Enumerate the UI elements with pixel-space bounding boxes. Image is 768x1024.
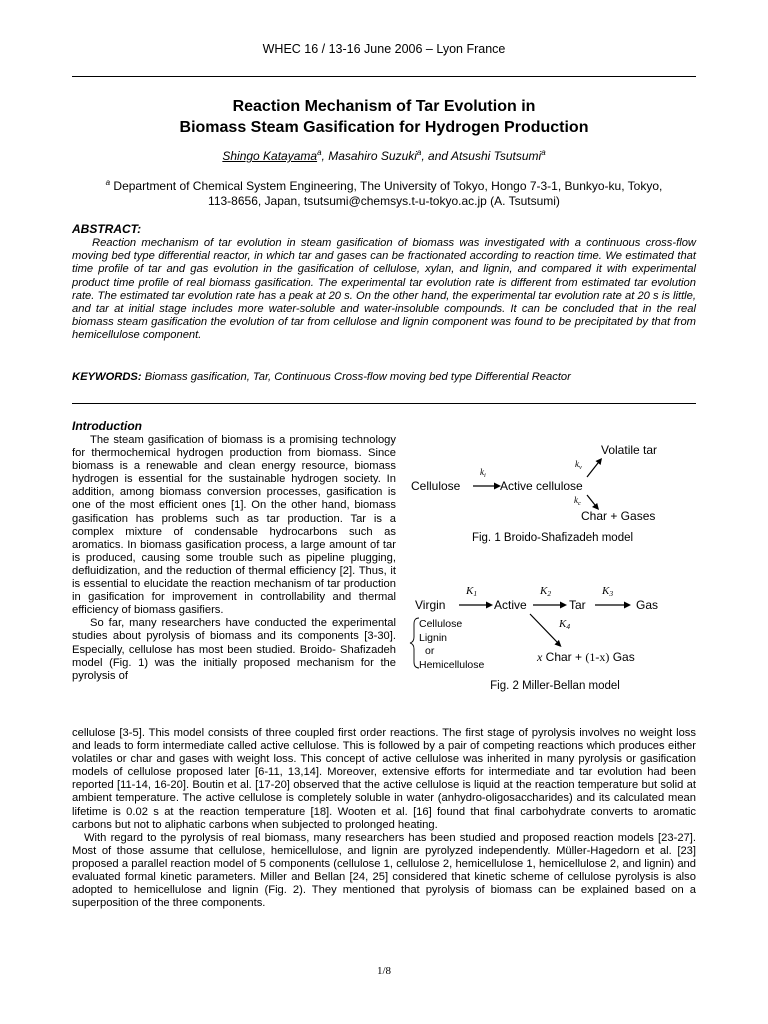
label-ki: $k_i$ [480, 467, 486, 479]
author-katayama: Shingo Katayama [222, 149, 318, 163]
component-brace [410, 618, 419, 668]
affiliation-line-2: 113-8656, Japan, tsutsumi@chemsys.t-u-tokyo.ac.jp (A. Tsutsumi) [208, 194, 560, 208]
keywords [72, 371, 696, 383]
author-suzuki: , Masahiro Suzuki [321, 149, 417, 163]
component-cellulose: Cellulose [419, 618, 463, 630]
intro-paragraph-2a: So far, many researchers have conducted the experimental studies about pyrolysis of biomass and its components [3-30]. Especially, cellulose has most been studied. Broido- Shafizadeh model (Fig. 1) was the initially proposed mechanism for the pyrolysis of [72, 617, 396, 682]
component-or: or [425, 645, 435, 657]
intro-paragraph-1: The steam gasification of biomass is a promising technology for thermochemical hydrogen production from biomass. Since biomass is a renewable and clean energy resource, biomass hydrogen is essential for the sustainable hydrogen society. In addition, among biomass conversion processes, gasification is one of the most efficient ones [1]. On the other hand, biomass gasification has problems such as tar production. Tar is a complex mixture of condensable hydrocarbons such as aromatics. In biomass gasification process, a large amount of tar is produced, causing some trouble such as pipeline plugging, defluidization, and the reduction of thermal efficiency [2]. Thus, it is essential to elucidate the reaction mechanism of tar production in gasification for improvement in controllability and thermal efficiency of biomass gasifiers. [72, 434, 396, 617]
figure-2-caption: Fig. 2 Miller-Bellan model [490, 680, 620, 692]
abstract-body: Reaction mechanism of tar evolution in steam gasification of biomass was investigated with a continuous cross-flow moving bed type differential reactor, in which tar and gases can be fractionated according to reaction time. We estimated that time profile of tar and gas evolution in the gasification of cellulose, xylan, and lignin, and compared it with experimental product time profile of real biomass gasification. The experimental tar evolution rate is different from estimated tar evolution rate. The estimated tar evolution rate has a peak at 20 s. On the other hand, the experimental tar evolution rate at 20 s is little, and tar at initial stage includes more water-soluble and water-insoluble compounds. It can be concluded that in the real biomass steam gasification the evolution of tar from cellulose and lignin component was found to be precipitated by that from hemicellulose component. [72, 237, 696, 342]
title-line-1: Reaction Mechanism of Tar Evolution in [232, 98, 536, 115]
arrowhead-k2 [560, 602, 567, 609]
label-k1: K1 [466, 585, 478, 598]
arrow-k4 [530, 614, 557, 642]
header-rule [72, 76, 696, 77]
keywords-text: Biomass gasification, Tar, Continuous Cross-flow moving bed type Differential Reactor [141, 371, 571, 383]
node-gas: Gas [636, 598, 659, 612]
node-char-gases: Char + Gases [581, 509, 656, 523]
label-k4: K4 [559, 618, 571, 631]
introduction-column-text [72, 434, 396, 683]
label-kc: $k_c$ [574, 495, 581, 507]
arrowhead-k3 [624, 602, 631, 609]
affiliation-sup: a [105, 178, 111, 187]
component-hemicellulose: Hemicellulose [419, 659, 485, 671]
intro-paragraph-3: With regard to the pyrolysis of real biomass, many researchers has been studied and proposed reaction models [23-27]. Most of those assume that cellulose, hemicellulose, and lignin are pyrolyzed independently. Müller-Hagedorn et al. [23] proposed a parallel reaction model of 5 components (cellulose 1, cellulose 2, hemicellulose 1, hemicellulose 2, and lignin) and evaluated formal kinetic parameters. Miller and Bellan [24, 25] considered that kinetic scheme of cellulose pyrolysis is also adopted to hemicellulose and lignin (Fig. 2). They mentioned that pyrolysis of biomass can be explained based on a superposition of the three components. [72, 831, 696, 910]
node-active-cellulose: Active cellulose [500, 479, 583, 493]
miller-bellan-diagram [405, 580, 700, 700]
conference-header: WHEC 16 / 13-16 June 2006 – Lyon France [262, 42, 506, 56]
label-k3: K3 [602, 585, 614, 598]
node-virgin: Virgin [415, 598, 446, 612]
node-cellulose: Cellulose [411, 479, 461, 493]
introduction-full-text [72, 727, 696, 910]
author-tsutsumi: , and Atsushi Tsutsumi [421, 149, 542, 163]
intro-paragraph-2b: cellulose [3-5]. This model consists of three coupled first order reactions. The first stage of pyrolysis involves no weight loss and leads to form intermediate called active cellulose. This is followed by a pair of competing reactions which produces either volatiles or char and gases with weight loss. This concept of active cellulose was inherited in many pyrolysis or gasification models of cellulose proposed later [6-11, 13,14]. Moreover, extensive efforts for intermediate and tar evolution had been reported [11-14, 16-20]. Boutin et al. [17-20] observed that the active cellulose is liquid at the reaction temperature but solid at ambient temperature. The active cellulose is completely soluble in water (anhydro-oligosaccharides) and its calculated mean lifetime is 0.02 s at the reaction temperature [18]. Wooten et al. [16] found that final carbohydrate converts to aromatic carbons but not to aliphatic carbons when subjected to prolonged heating. [72, 727, 696, 831]
paper-title [72, 96, 696, 138]
node-active: Active [494, 598, 527, 612]
label-kv: $k_v$ [575, 459, 582, 471]
node-volatile-tar: Volatile tar [601, 443, 658, 457]
affiliation [72, 175, 696, 209]
label-k2: K2 [540, 585, 552, 598]
broido-shafizadeh-diagram [405, 437, 700, 552]
figure-1-caption: Fig. 1 Broido-Shafizadeh model [471, 532, 634, 544]
arrowhead-kv [596, 458, 603, 465]
page-number: 1/8 [376, 965, 392, 977]
author-sup: a [541, 148, 546, 157]
arrow-kc [587, 495, 595, 505]
affiliation-line-1: $^a$ Department of Chemical System Engineering, The University of Tokyo, Hongo 7-3-1, Bunkyo-ku, Tokyo, [105, 178, 663, 193]
node-char-gas: x Char + (1-x) Gas [537, 650, 635, 664]
component-lignin: Lignin [419, 632, 448, 644]
abstract-rule [72, 403, 696, 404]
author-sup: a [416, 148, 422, 157]
arrow-kv [587, 463, 598, 477]
author-sup: a [317, 148, 322, 157]
abstract-heading: ABSTRACT: [72, 222, 142, 236]
title-line-2: Biomass Steam Gasification for Hydrogen Production [179, 119, 589, 136]
keywords-label: KEYWORDS: [72, 371, 142, 383]
node-tar: Tar [569, 598, 586, 612]
author-list [72, 148, 696, 163]
introduction-heading: Introduction [72, 419, 142, 433]
arrowhead-k1 [486, 602, 493, 609]
